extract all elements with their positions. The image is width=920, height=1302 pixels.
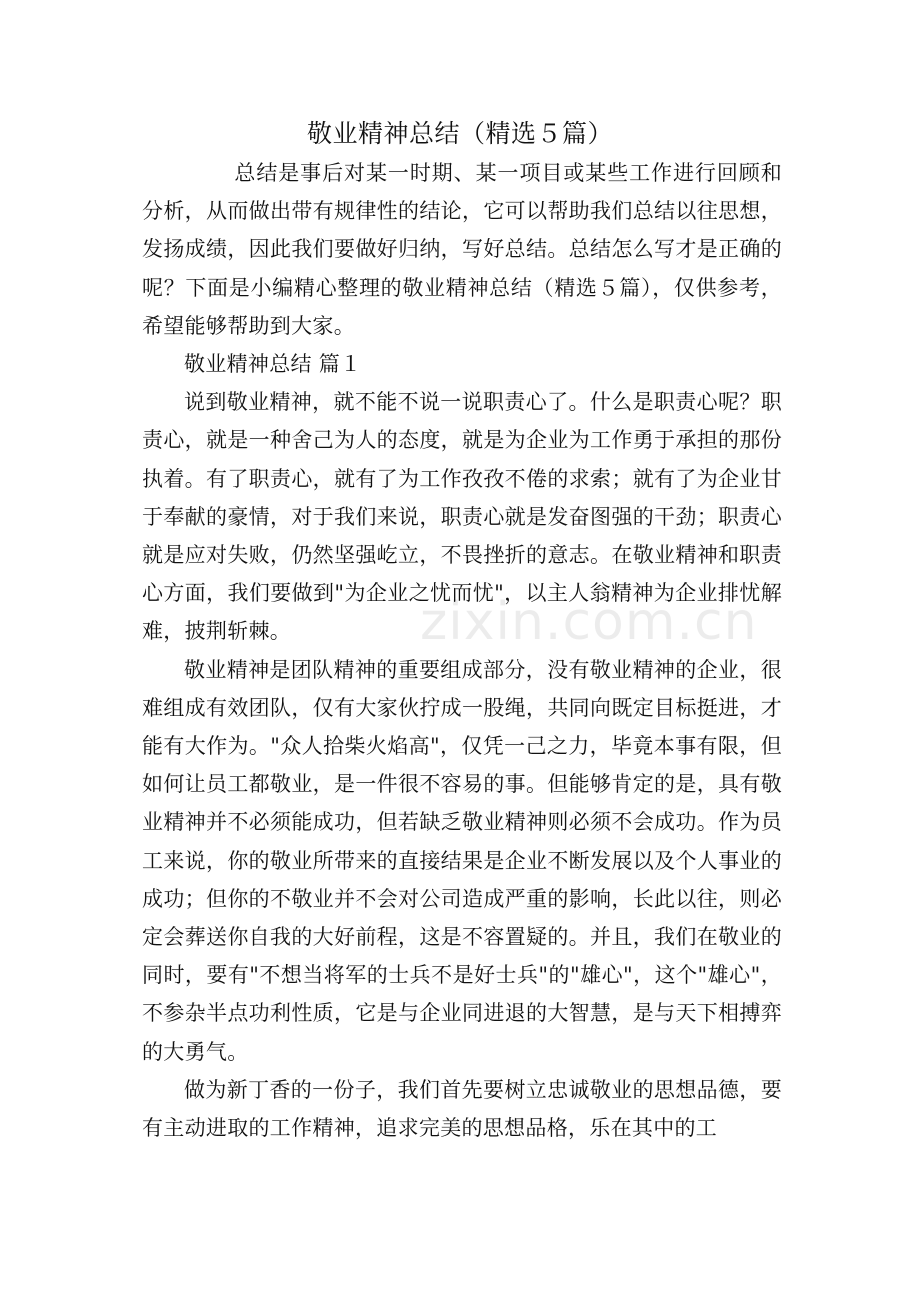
document-title: 敬业精神总结（精选５篇）: [306, 119, 613, 148]
section-heading: 敬业精神总结 篇１: [184, 352, 362, 377]
body-paragraph: 做为新丁香的一份子，我们首先要树立忠诚敬业的思想品德，要有主动进取的工作精神，追求完美的思想品格，乐在其中的工: [142, 1077, 782, 1141]
intro-paragraph: 总结是事后对某一时期、某一项目或某些工作进行回顾和分析，从而做出带有规律性的结论，它可以帮助我们总结以往思想，发扬成绩，因此我们要做好归纳，写好总结。总结怎么写才是正确的呢？下面是小编精心整理的敬业精神总结（精选５篇），仅供参考，希望能够帮助到大家。: [142, 161, 782, 338]
watermark: zixin.com.cn: [420, 592, 758, 652]
body-paragraph: 说到敬业精神，就不能不说一说职责心了。什么是职责心呢？职责心，就是一种舍己为人的态度，就是为企业为工作勇于承担的那份执着。有了职责心，就有了为工作孜孜不倦的求索；就有了为企业甘于奉献的豪情，对于我们来说，职责心就是发奋图强的干劲；职责心就是应对失败，仍然坚强屹立，不畏挫折的意志。在敬业精神和职责心方面，我们要做到"为企业之忧而忧"，以主人翁精神为企业排忧解难，披荆斩棘。: [142, 390, 782, 644]
body-paragraph: 敬业精神是团队精神的重要组成部分，没有敬业精神的企业，很难组成有效团队，仅有大家伙拧成一股绳，共同向既定目标挺进，才能有大作为。"众人拾柴火焰高"，仅凭一己之力，毕竟本事有限，但如何让员工都敬业，是一件很不容易的事。但能够肯定的是，具有敬业精神并不必须能成功，但若缺乏敬业精神则必须不会成功。作为员工来说，你的敬业所带来的直接结果是企业不断发展以及个人事业的成功；但你的不敬业并不会对公司造成严重的影响，长此以往，则必定会葬送你自我的大好前程，这是不容置疑的。并且，我们在敬业的同时，要有"不想当将军的士兵不是好士兵"的"雄心"，这个"雄心"，不参杂半点功利性质，它是与企业同进退的大智慧，是与天下相搏弈的大勇气。: [142, 657, 782, 1064]
